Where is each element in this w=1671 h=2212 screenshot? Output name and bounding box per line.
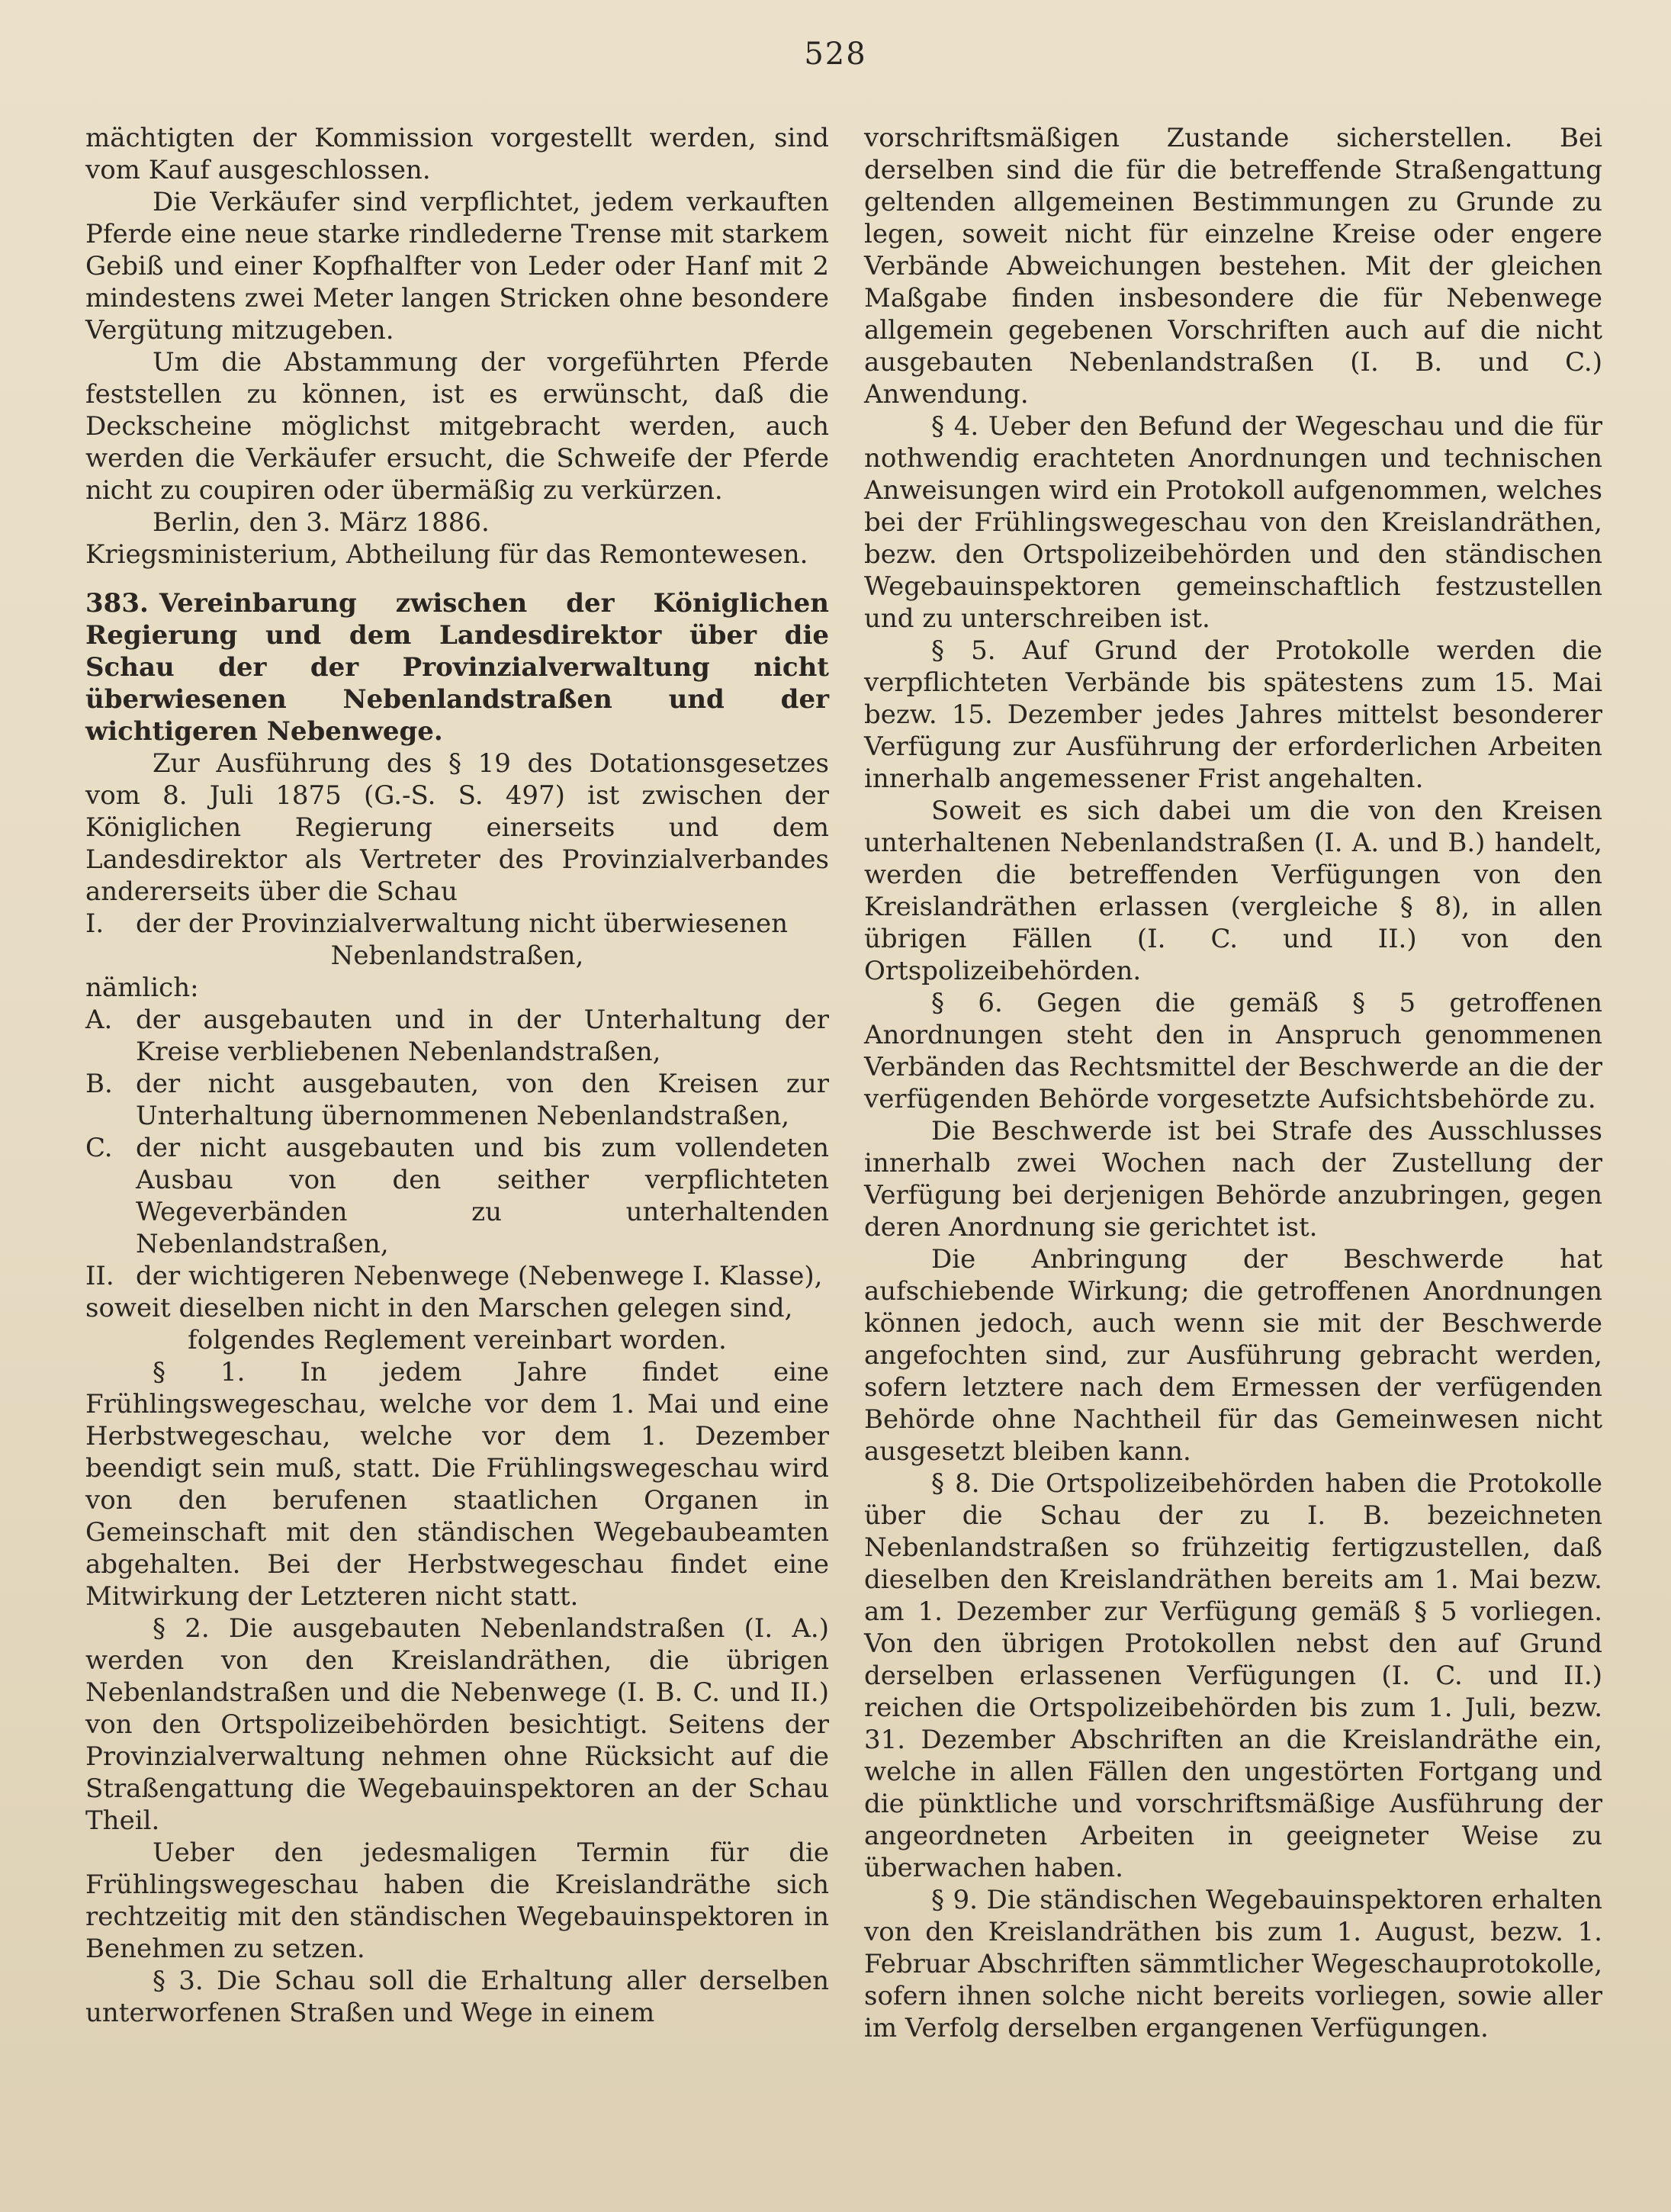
paragraph: Um die Abstammung der vorgeführten Pferde feststellen zu können, ist es erwünscht, daß die Deckscheine möglichst mitgebracht werden, auch werden die Verkäufer ersucht, die Schweife der Pferde nicht zu coupiren oder übermäßig zu verkürzen.	[85, 347, 829, 506]
section-title: Vereinbarung zwischen der Königlichen Regierung und dem Landesdirektor über die Schau der der Provinzialverwaltung nicht überwiesenen Nebenlandstraßen und der wichtigeren Nebenwege.	[85, 588, 829, 747]
paragraph: nämlich:	[85, 973, 199, 1003]
signature-line: Kriegsministerium, Abtheilung für das Remontewesen.	[85, 539, 808, 570]
section-paragraph: § 3. Die Schau soll die Erhaltung aller derselben unterworfenen Straßen und Wege in einem	[85, 1966, 829, 2028]
list-text: der wichtigeren Nebenwege (Nebenwege I. Klasse),	[136, 1261, 823, 1291]
left-column	[85, 122, 829, 2029]
section-paragraph: § 2. Die ausgebauten Nebenlandstraßen (I. A.) werden von den Kreislandräthen, die übrigen Nebenlandstraßen und die Nebenwege (I. B. C. und II.) von den Ortspolizeibehörden besichtigt. Seitens der Provinzialverwaltung nehmen ohne Rücksicht auf die Straßengattung die Wegebauinspektoren an der Schau Theil.	[85, 1613, 829, 1836]
list-marker: B.	[85, 1069, 113, 1099]
paragraph: Ueber den jedesmaligen Termin für die Frühlingswegeschau haben die Kreislandräthe sich rechtzeitig mit den ständischen Wegebauinspektoren in Benehmen zu setzen.	[85, 1837, 829, 1964]
date-line: Berlin, den 3. März 1886.	[153, 507, 490, 538]
section-paragraph: § 8. Die Ortspolizeibehörden haben die Protokolle über die Schau der zu I. B. bezeichneten Nebenlandstraßen so frühzeitig fertigzustellen, daß dieselben den Kreislandräthen bereits am 1. Mai bezw. am 1. Dezember zur Verfügung gemäß § 5 vorliegen. Von den übrigen Protokollen nebst den auf Grund derselben erlassenen Verfügungen (I. C. und II.) reichen die Ortspolizeibehörden bis zum 1. Juli, bezw. 31. Dezember Abschriften an die Kreislandräthe ein, welche in allen Fällen den ungestörten Fortgang und die pünktliche und vorschriftsmäßige Ausführung der angeordneten Arbeiten in geeigneter Weise zu überwachen haben.	[864, 1468, 1602, 1883]
list-text: der der Provinzialverwaltung nicht überwiesenen	[136, 908, 789, 939]
list-marker: II.	[85, 1261, 114, 1291]
section-paragraph: § 6. Gegen die gemäß § 5 getroffenen Anordnungen steht den in Anspruch genommenen Verbänden das Rechtsmittel der Beschwerde an die der verfügenden Behörde vorgesetzte Aufsichtsbehörde zu.	[864, 988, 1602, 1114]
list-text-continued: Nebenlandstraßen,	[330, 940, 584, 971]
paragraph: Soweit es sich dabei um die von den Kreisen unterhaltenen Nebenlandstraßen (I. A. und B.) handelt, werden die betreffenden Verfügungen von den Kreislandräthen erlassen (vergleiche § 8), in allen übrigen Fällen (I. C. und II.) von den Ortspolizeibehörden.	[864, 796, 1602, 986]
page-number: 528	[804, 37, 867, 72]
paragraph: Die Anbringung der Beschwerde hat aufschiebende Wirkung; die getroffenen Anordnungen können jedoch, auch wenn sie mit der Beschwerde angefochten sind, zur Ausführung gebracht werden, sofern letztere nach dem Ermessen der verfügenden Behörde ohne Nachtheil für das Gemeinwesen nicht ausgesetzt bleiben kann.	[864, 1244, 1602, 1467]
section-paragraph: § 9. Die ständischen Wegebauinspektoren erhalten von den Kreislandräthen bis zum 1. August, bezw. 1. Februar Abschriften sämmtlicher Wegeschauprotokolle, sofern ihnen solche nicht bereits vorliegen, sowie aller im Verfolg derselben ergangenen Verfügungen.	[864, 1885, 1602, 2043]
list-item	[85, 1260, 829, 1292]
list-marker: I.	[85, 908, 104, 939]
right-column	[864, 122, 1602, 2044]
list-marker: C.	[85, 1133, 113, 1163]
section-paragraph: § 5. Auf Grund der Protokolle werden die verpflichteten Verbände bis spätestens zum 15. Mai bezw. 15. Dezember jedes Jahres mittelst besonderer Verfügung zur Ausführung der erforderlichen Arbeiten innerhalb angemessener Frist angehalten.	[864, 635, 1602, 794]
paragraph: Die Beschwerde ist bei Strafe des Ausschlusses innerhalb zwei Wochen nach der Zustellung der Verfügung bei derjenigen Behörde anzubringen, gegen deren Anordnung sie gerichtet ist.	[864, 1116, 1602, 1243]
list-item	[85, 1004, 829, 1068]
list-marker: A.	[85, 1005, 113, 1035]
list-item	[85, 1132, 829, 1260]
paragraph: vorschriftsmäßigen Zustande sicherstellen. Bei derselben sind die für die betreffende Straßengattung geltenden allgemeinen Bestimmungen zu Grunde zu legen, soweit nicht für einzelne Kreise oder engere Verbände Abweichungen bestehen. Mit der gleichen Maßgabe finden insbesondere die für Nebenwege allgemein gegebenen Vorschriften auch auf die nicht ausgebauten Nebenlandstraßen (I. B. und C.) Anwendung.	[864, 123, 1602, 410]
list-text: der nicht ausgebauten und bis zum vollendeten Ausbau von den seither verpflichteten Wegeverbänden zu unterhaltenden Nebenlandstraßen,	[136, 1133, 829, 1259]
section-paragraph: § 1. In jedem Jahre findet eine Frühlingswegeschau, welche vor dem 1. Mai und eine Herbstwegeschau, welche vor dem 1. Dezember beendigt sein muß, statt. Die Frühlingswegeschau wird von den berufenen staatlichen Organen in Gemeinschaft mit den ständischen Wegebaubeamten abgehalten. Bei der Herbstwegeschau findet eine Mitwirkung der Letzteren nicht statt.	[85, 1357, 829, 1612]
paragraph: soweit dieselben nicht in den Marschen gelegen sind,	[85, 1293, 793, 1323]
paragraph: folgendes Reglement vereinbart worden.	[188, 1325, 727, 1355]
section-paragraph: § 4. Ueber den Befund der Wegeschau und die für nothwendig erachteten Anordnungen und technischen Anweisungen wird ein Protokoll aufgenommen, welches bei der Frühlingswegeschau von den Kreislandräthen, bezw. den Ortspolizeibehörden und den ständischen Wegebauinspektoren gemeinschaftlich festzustellen und zu unterschreiben ist.	[864, 411, 1602, 634]
section-heading	[85, 587, 829, 748]
paragraph: mächtigten der Kommission vorgestellt werden, sind vom Kauf ausgeschlossen.	[85, 123, 829, 185]
list-text: der nicht ausgebauten, von den Kreisen zur Unterhaltung übernommenen Nebenlandstraßen,	[136, 1069, 829, 1131]
paragraph: Die Verkäufer sind verpflichtet, jedem verkauften Pferde eine neue starke rindlederne Trense mit starkem Gebiß und einer Kopfhalfter von Leder oder Hanf mit 2 mindestens zwei Meter langen Stricken ohne besondere Vergütung mitzugeben.	[85, 187, 829, 346]
list-text: der ausgebauten und in der Unterhaltung der Kreise verbliebenen Nebenlandstraßen,	[136, 1005, 829, 1067]
list-item	[85, 1068, 829, 1132]
section-number: 383.	[85, 588, 149, 619]
list-item	[85, 908, 829, 940]
paragraph: Zur Ausführung des § 19 des Dotationsgesetzes vom 8. Juli 1875 (G.-S. S. 497) ist zwischen der Königlichen Regierung einerseits und dem Landesdirektor als Vertreter des Provinzialverbandes andererseits über die Schau	[85, 748, 829, 907]
